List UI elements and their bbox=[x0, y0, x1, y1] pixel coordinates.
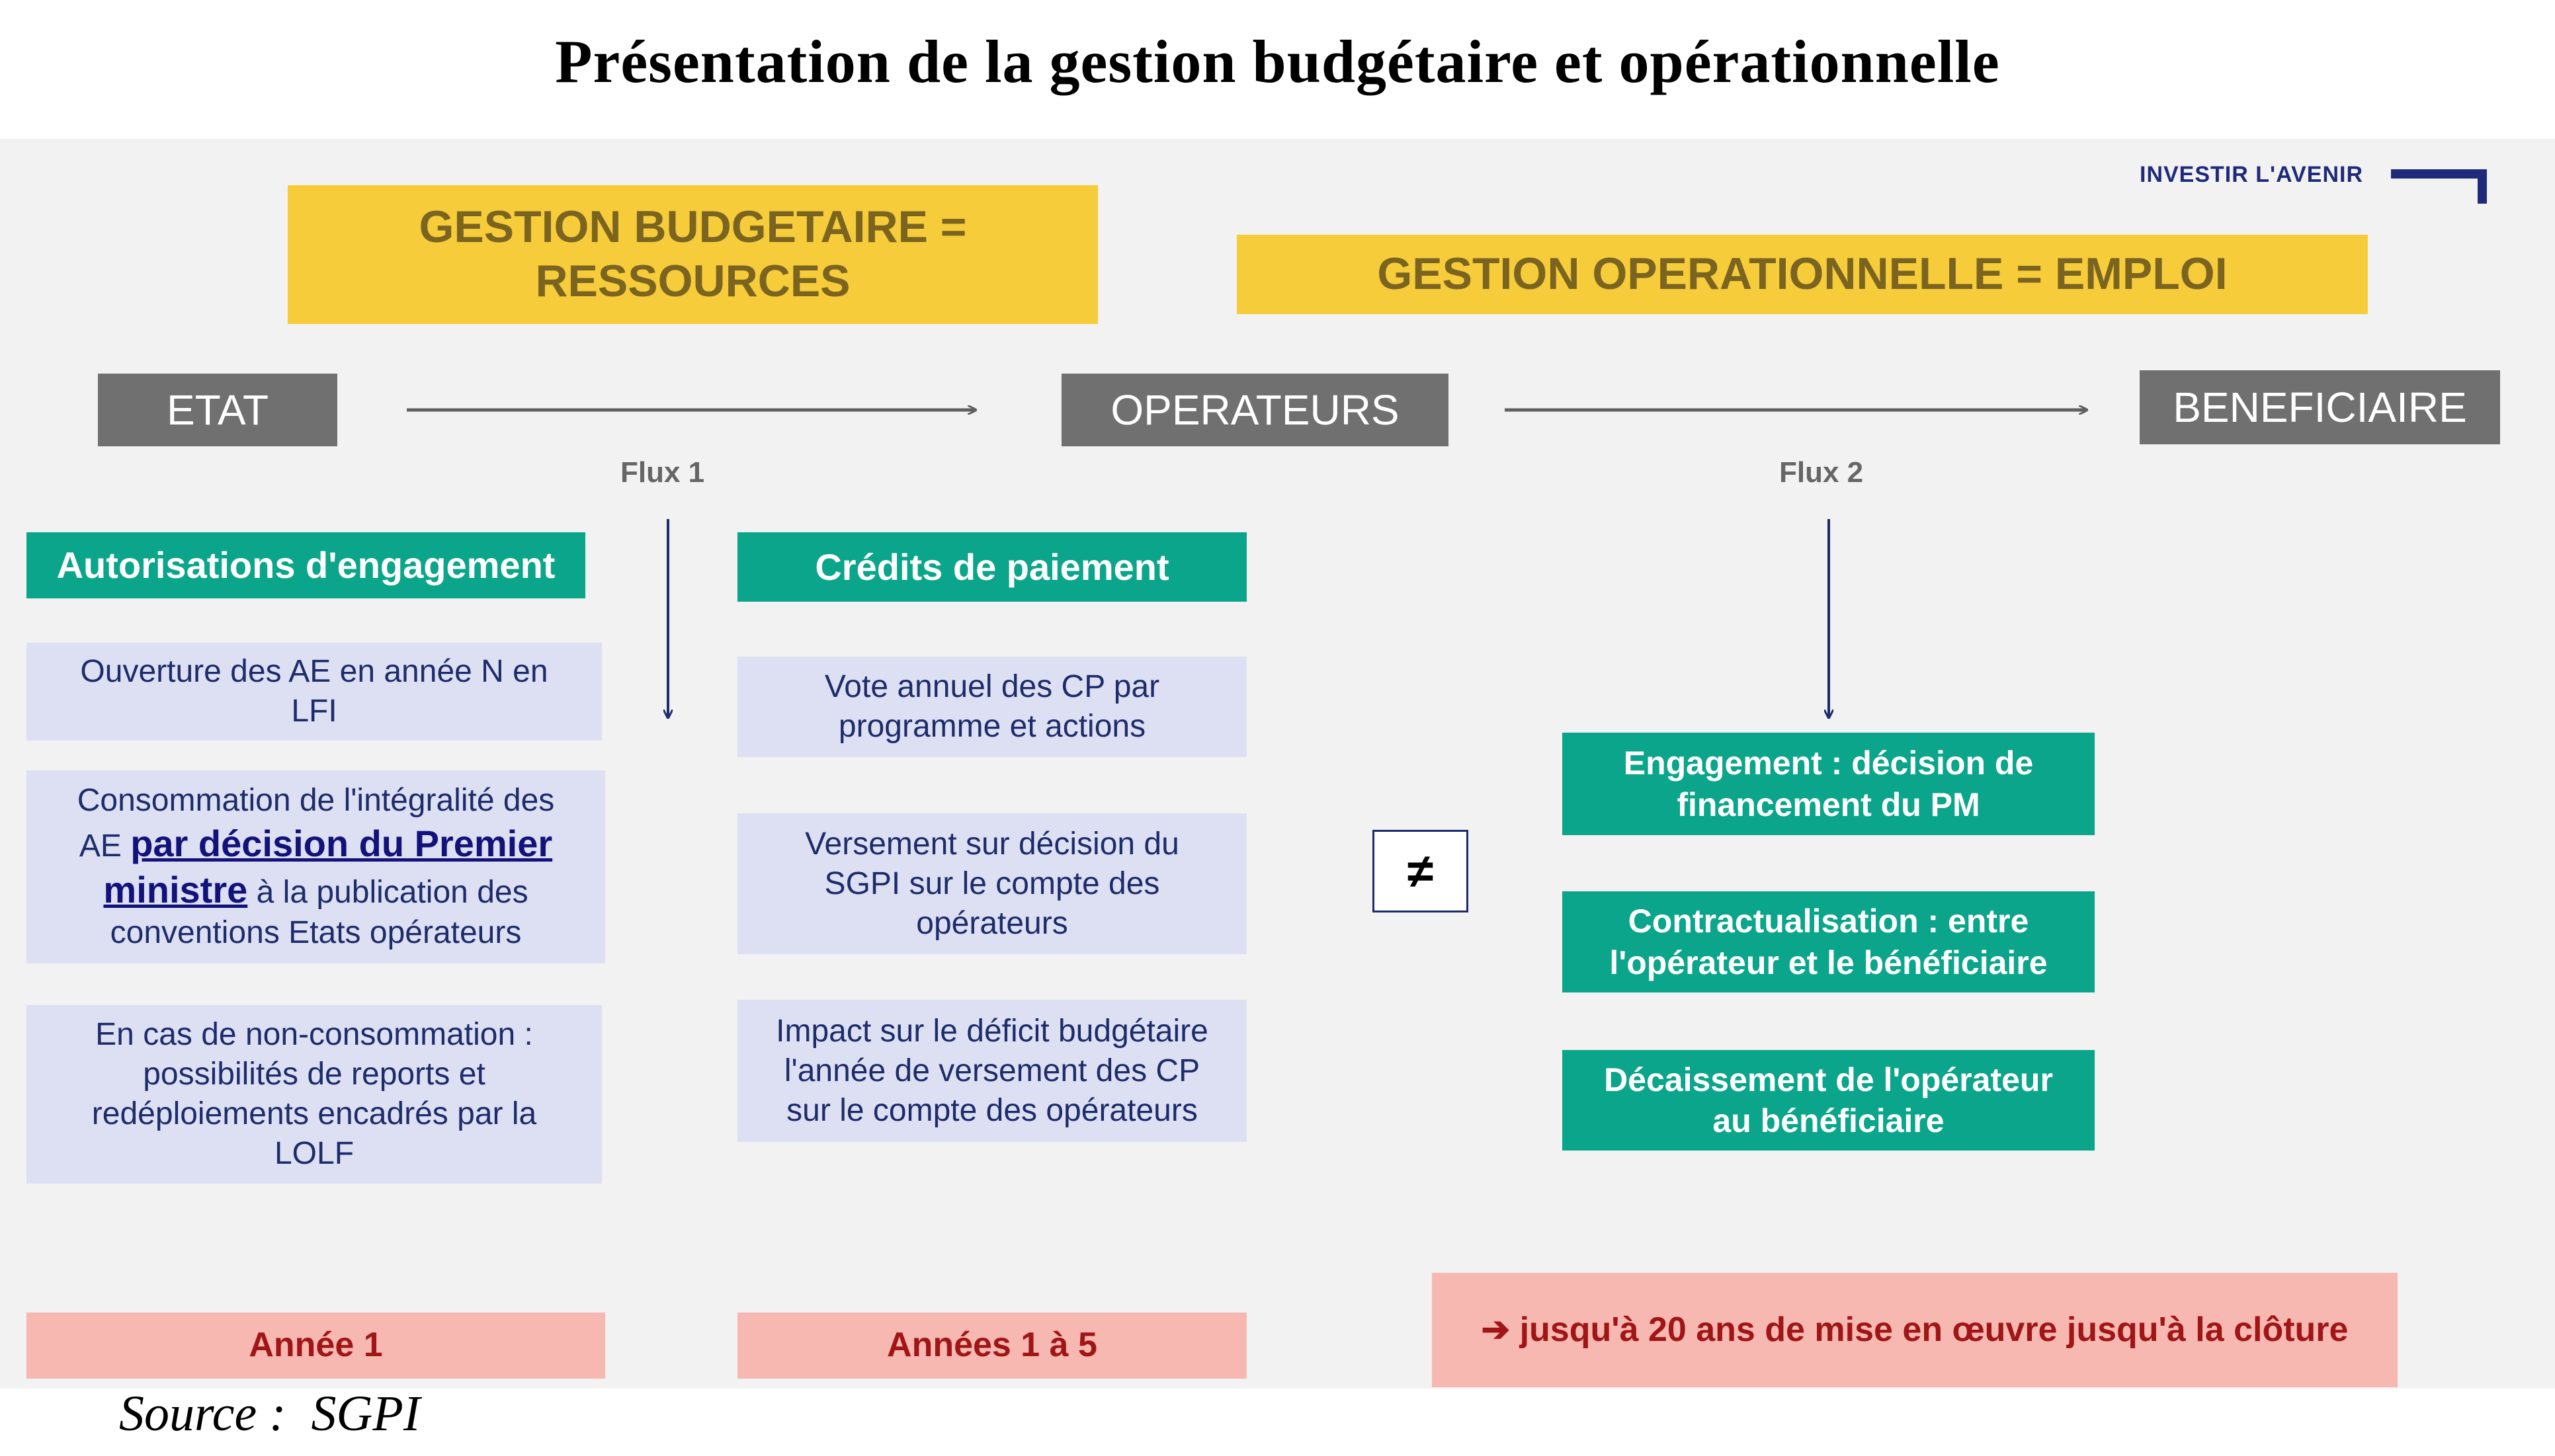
op-footer-text: jusqu'à 20 ans de mise en œuvre jusqu'à la clôture bbox=[1519, 1310, 2349, 1349]
flux1-label: Flux 1 bbox=[620, 456, 705, 489]
op-step-engagement: Engagement : décision de financement du PM bbox=[1562, 733, 2095, 835]
cp-box-versement: Versement sur décision du SGPI sur le compte des opérateurs bbox=[737, 813, 1247, 954]
cp-box-impact: Impact sur le déficit budgétaire l'année de versement des CP sur le compte des opérateurs bbox=[737, 1000, 1247, 1142]
cp-header: Crédits de paiement bbox=[737, 532, 1247, 602]
source-caption: Source : SGPI bbox=[119, 1386, 421, 1441]
ae-box-consommation bbox=[26, 770, 605, 963]
ae-box-ouverture: Ouverture des AE en année N en LFI bbox=[26, 643, 602, 741]
op-step-decaissement: Décaissement de l'opérateur au bénéficiaire bbox=[1562, 1050, 2095, 1151]
op-footer-duree bbox=[1432, 1273, 2398, 1387]
header-budgetaire-line1: GESTION BUDGETAIRE = bbox=[419, 202, 967, 253]
actor-operateurs: OPERATEURS bbox=[1062, 374, 1448, 446]
cp-box-vote: Vote annuel des CP par programme et actions bbox=[737, 657, 1247, 757]
ae-box2-link[interactable]: par décision du Premier ministre bbox=[103, 823, 553, 910]
ae-box2-text-pre: Consommation de l'intégralité des AE bbox=[77, 783, 555, 864]
ae-footer-annee: Année 1 bbox=[26, 1313, 605, 1379]
page-title: Présentation de la gestion budgétaire et opérationnelle bbox=[555, 28, 2000, 95]
brand-logo-text: INVESTIR L'AVENIR bbox=[2140, 162, 2364, 187]
actor-beneficiaire: BENEFICIAIRE bbox=[2140, 370, 2500, 444]
ae-header: Autorisations d'engagement bbox=[26, 532, 585, 598]
not-equal-symbol: ≠ bbox=[1372, 830, 1468, 912]
actor-etat: ETAT bbox=[98, 374, 337, 446]
ae-box2-text-post: à la publication des conventions Etats opérateurs bbox=[110, 875, 528, 950]
header-budgetaire-line2: RESSOURCES bbox=[535, 256, 851, 306]
op-step-contractualisation: Contractualisation : entre l'opérateur et le bénéficiaire bbox=[1562, 891, 2095, 992]
header-gestion-operationnelle: GESTION OPERATIONNELLE = EMPLOI bbox=[1237, 235, 2368, 314]
ae-box-non-consommation: En cas de non-consommation : possibilités de reports et redéploiements encadrés par la LOLF bbox=[26, 1005, 602, 1184]
arrow-right-icon: ➔ bbox=[1481, 1310, 1511, 1349]
flux2-label: Flux 2 bbox=[1779, 456, 1864, 489]
cp-footer-annees: Années 1 à 5 bbox=[737, 1313, 1247, 1379]
